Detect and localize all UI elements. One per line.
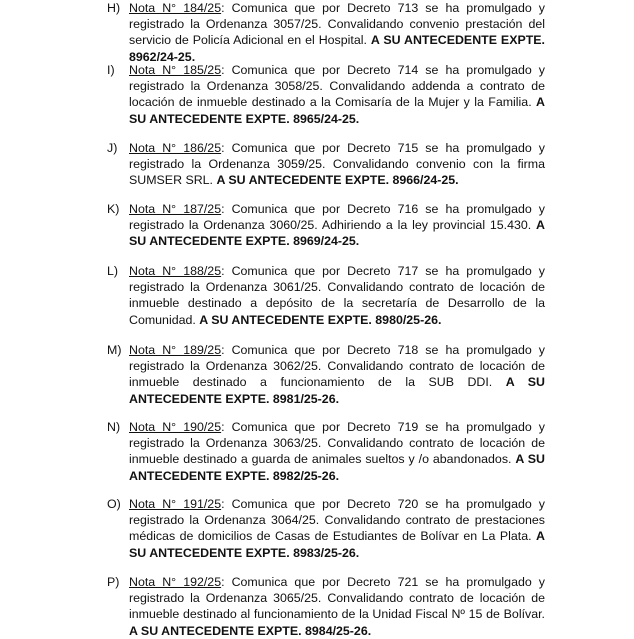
antecedente-reference: A SU ANTECEDENTE EXPTE. 8984/25-26. [129,623,372,638]
item-text: : Comunica que por Decreto 721 se ha promulgado y registrado la Ordenanza 3065/25. Convalidando contrato de locación de inmueble destinado al funcionamiento de la Unidad Fiscal Nº 15 de Bolívar. [129,575,545,622]
item-letter: P) [107,575,120,589]
nota-reference: Nota N° 189/25 [129,343,222,357]
nota-reference: Nota N° 184/25 [129,1,222,15]
item-letter: M) [107,343,122,357]
nota-reference: Nota N° 192/25 [129,575,222,589]
nota-reference: Nota N° 187/25 [129,202,222,216]
nota-reference: Nota N° 185/25 [129,63,222,77]
item-text: : Comunica que por Decreto 719 se ha promulgado y registrado la Ordenanza 3063/25. Convalidando contrato de locación de inmueble destinado a guarda de animales sueltos y /o abandonados. [129,420,545,467]
item-body [129,0,545,65]
item-text: : Comunica que por Decreto 713 se ha promulgado y registrado la Ordenanza 3057/25. Convalidando convenio prestación del servicio de Policía Adicional en el Hospital. [129,1,545,48]
nota-reference: Nota N° 190/25 [129,420,222,434]
item-body [129,62,545,127]
antecedente-reference: A SU ANTECEDENTE EXPTE. 8982/25-26. [129,452,545,483]
nota-reference: Nota N° 188/25 [129,264,222,278]
antecedente-reference: A SU ANTECEDENTE EXPTE. 8965/24-25. [129,95,545,126]
item-body [129,201,545,250]
item-text: : Comunica que por Decreto 715 se ha promulgado y registrado la Ordenanza 3059/25. Convalidando convenio con la firma SUMSER SRL. [129,141,545,188]
nota-reference: Nota N° 191/25 [129,497,222,511]
item-letter: J) [107,141,118,155]
item-letter: K) [107,202,120,216]
item-body [129,574,545,639]
item-body [129,140,545,189]
item-body [129,419,545,484]
item-body [129,342,545,407]
item-text: : Comunica que por Decreto 720 se ha promulgado y registrado la Ordenanza 3064/25. Convalidando contrato de prestaciones médicas de domicilios de Casas de Estudiantes de Bolívar en La Plata. [129,497,545,544]
item-text: : Comunica que por Decreto 714 se ha promulgado y registrado la Ordenanza 3058/25. Convalidando addenda a contrato de locación de inmueble destinado a la Comisaría de la Mujer y la Familia. [129,63,545,110]
item-letter: L) [107,264,119,278]
item-text: : Comunica que por Decreto 716 se ha promulgado y registrado la Ordenanza 3060/25. Adhiriendo a la ley provincial 15.430. [129,202,545,233]
nota-reference: Nota N° 186/25 [129,141,222,155]
antecedente-reference: A SU ANTECEDENTE EXPTE. 8962/24-25. [129,33,545,64]
antecedente-reference: A SU ANTECEDENTE EXPTE. 8980/25-26. [199,312,442,327]
item-text: : Comunica que por Decreto 717 se ha promulgado y registrado la Ordenanza 3061/25. Convalidando contrato de locación de inmueble destinado a depósito de la secretaría de Desarrollo de la Comunidad. [129,264,545,327]
item-text: : Comunica que por Decreto 718 se ha promulgado y registrado la Ordenanza 3062/25. Convalidando contrato de locación de inmueble destinado a funcionamiento de la SUB DDI. [129,343,545,390]
antecedente-reference: A SU ANTECEDENTE EXPTE. 8969/24-25. [129,218,545,249]
antecedente-reference: A SU ANTECEDENTE EXPTE. 8981/25-26. [129,375,545,406]
item-letter: O) [107,497,121,511]
item-body [129,263,545,328]
item-letter: I) [107,63,115,77]
item-letter: H) [107,1,121,15]
antecedente-reference: A SU ANTECEDENTE EXPTE. 8983/25-26. [129,529,545,560]
item-body [129,496,545,561]
item-letter: N) [107,420,121,434]
antecedente-reference: A SU ANTECEDENTE EXPTE. 8966/24-25. [216,173,459,188]
